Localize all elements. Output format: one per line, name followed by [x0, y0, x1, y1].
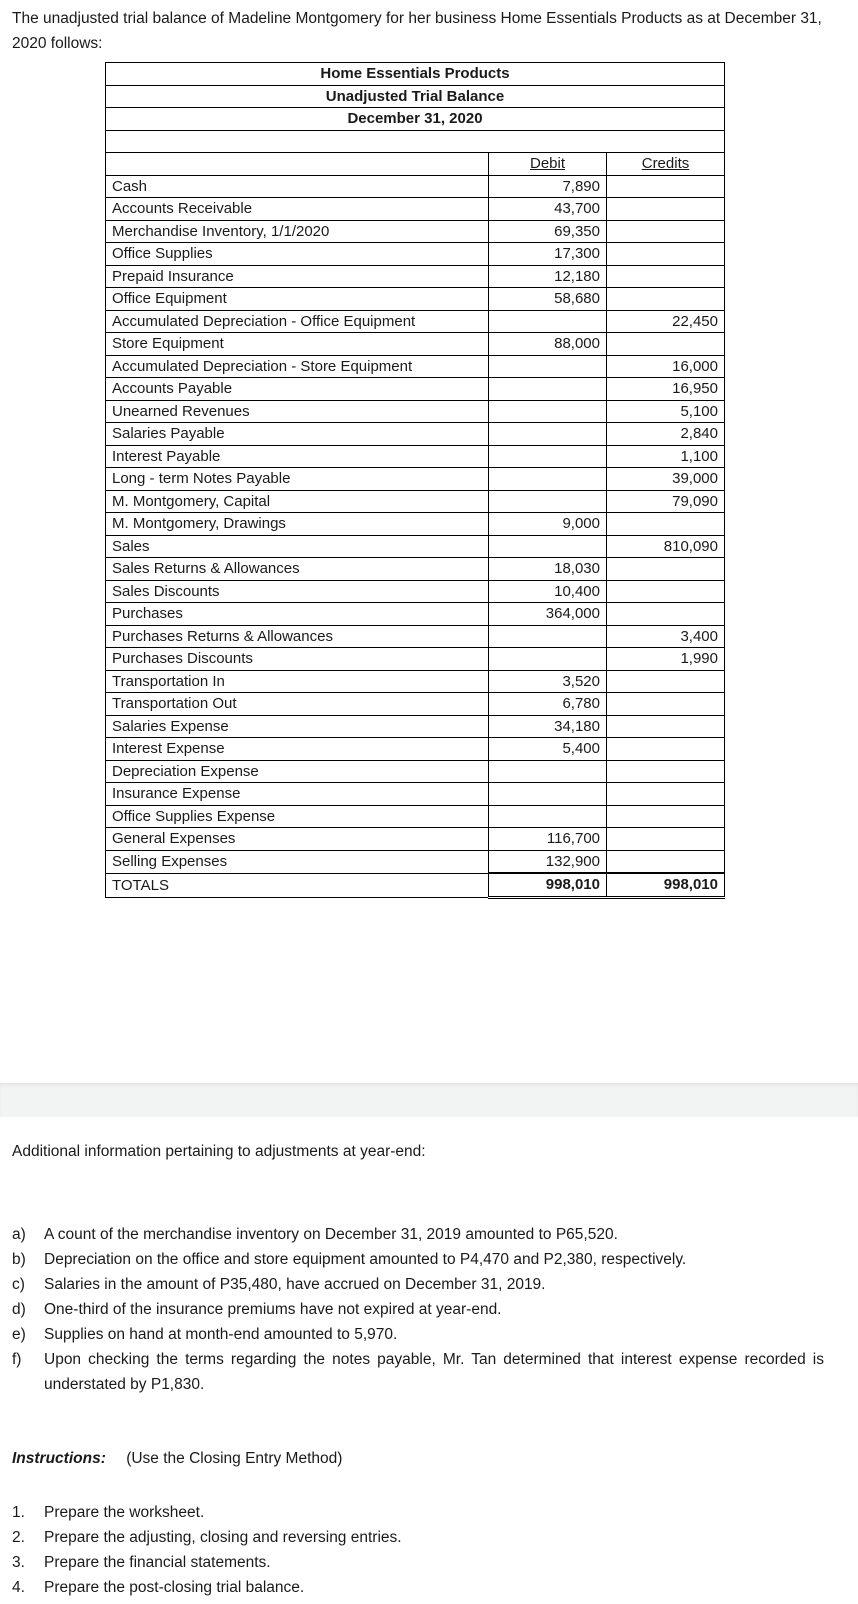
account-name: Store Equipment — [106, 333, 489, 356]
instruction-step — [12, 1575, 402, 1600]
debit-amount — [489, 310, 607, 333]
debit-amount: 5,400 — [489, 738, 607, 761]
list-text: One-third of the insurance premiums have not expired at year-end. — [44, 1301, 502, 1318]
debit-amount: 3,520 — [489, 670, 607, 693]
debit-amount: 34,180 — [489, 715, 607, 738]
account-name: Interest Expense — [106, 738, 489, 761]
adjustments-list — [12, 1222, 824, 1397]
credit-amount — [607, 738, 725, 761]
credit-total: 998,010 — [607, 873, 725, 897]
debit-header: Debit — [489, 153, 607, 176]
statement-date: December 31, 2020 — [106, 108, 725, 131]
table-row — [106, 625, 725, 648]
account-name: Insurance Expense — [106, 783, 489, 806]
account-name: Transportation In — [106, 670, 489, 693]
table-row — [106, 580, 725, 603]
account-name: Purchases Returns & Allowances — [106, 625, 489, 648]
adjustment-item — [12, 1347, 824, 1397]
table-row — [106, 333, 725, 356]
account-header — [106, 153, 489, 176]
credit-amount — [607, 603, 725, 626]
table-row — [106, 693, 725, 716]
credit-amount: 810,090 — [607, 535, 725, 558]
header-row — [106, 153, 725, 176]
instruction-step — [12, 1500, 402, 1525]
page-separator — [0, 1083, 858, 1117]
additional-info-heading: Additional information pertaining to adjustments at year-end: — [12, 1143, 426, 1160]
account-name: Interest Payable — [106, 445, 489, 468]
account-name: M. Montgomery, Capital — [106, 490, 489, 513]
table-row — [106, 490, 725, 513]
trial-balance-table — [105, 62, 725, 899]
list-marker: 1. — [12, 1504, 25, 1521]
debit-amount: 58,680 — [489, 288, 607, 311]
account-name: Office Supplies Expense — [106, 805, 489, 828]
credit-amount: 2,840 — [607, 423, 725, 446]
company-row — [106, 63, 725, 86]
list-marker: 3. — [12, 1554, 25, 1571]
debit-amount: 17,300 — [489, 243, 607, 266]
list-marker: 2. — [12, 1529, 25, 1546]
account-name: Sales — [106, 535, 489, 558]
table-row — [106, 175, 725, 198]
table-row — [106, 220, 725, 243]
debit-amount: 12,180 — [489, 265, 607, 288]
table-row — [106, 423, 725, 446]
table-row — [106, 828, 725, 851]
table-row — [106, 198, 725, 221]
debit-amount: 9,000 — [489, 513, 607, 536]
credit-amount: 3,400 — [607, 625, 725, 648]
credit-amount — [607, 760, 725, 783]
table-row — [106, 603, 725, 626]
list-text: Prepare the financial statements. — [44, 1554, 271, 1571]
instructions-line — [12, 1450, 342, 1468]
debit-amount: 116,700 — [489, 828, 607, 851]
credit-amount: 1,990 — [607, 648, 725, 671]
account-name: General Expenses — [106, 828, 489, 851]
account-name: Sales Returns & Allowances — [106, 558, 489, 581]
account-name: Accounts Payable — [106, 378, 489, 401]
company-name: Home Essentials Products — [106, 63, 725, 86]
account-name: Office Supplies — [106, 243, 489, 266]
credit-amount: 22,450 — [607, 310, 725, 333]
table-row — [106, 265, 725, 288]
debit-amount: 132,900 — [489, 850, 607, 873]
list-marker: e) — [12, 1326, 26, 1343]
credit-amount — [607, 670, 725, 693]
debit-amount: 88,000 — [489, 333, 607, 356]
list-marker: b) — [12, 1251, 26, 1268]
account-name: Office Equipment — [106, 288, 489, 311]
adjustment-item — [12, 1222, 824, 1247]
list-text: A count of the merchandise inventory on December 31, 2019 amounted to P65,520. — [44, 1226, 618, 1243]
intro-paragraph: The unadjusted trial balance of Madeline Montgomery for her business Home Essentials Products as at December 31, 2020 follows: — [12, 10, 822, 52]
credit-amount — [607, 558, 725, 581]
table-row — [106, 648, 725, 671]
debit-amount: 18,030 — [489, 558, 607, 581]
list-text: Salaries in the amount of P35,480, have accrued on December 31, 2019. — [44, 1276, 546, 1293]
debit-amount: 43,700 — [489, 198, 607, 221]
account-name: Transportation Out — [106, 693, 489, 716]
title-row — [106, 85, 725, 108]
table-row — [106, 243, 725, 266]
table-row — [106, 760, 725, 783]
date-row — [106, 108, 725, 131]
list-marker: 4. — [12, 1579, 25, 1596]
list-text: Prepare the post-closing trial balance. — [44, 1579, 305, 1596]
account-name: Sales Discounts — [106, 580, 489, 603]
credit-amount: 79,090 — [607, 490, 725, 513]
debit-amount — [489, 625, 607, 648]
instructions-method: (Use the Closing Entry Method) — [126, 1450, 343, 1467]
account-name: Selling Expenses — [106, 850, 489, 873]
account-name: Purchases — [106, 603, 489, 626]
account-name: Purchases Discounts — [106, 648, 489, 671]
instruction-step — [12, 1525, 402, 1550]
debit-amount — [489, 648, 607, 671]
table-row — [106, 288, 725, 311]
account-name: M. Montgomery, Drawings — [106, 513, 489, 536]
debit-amount — [489, 490, 607, 513]
credit-amount — [607, 783, 725, 806]
table-row — [106, 670, 725, 693]
account-name: Cash — [106, 175, 489, 198]
table-row — [106, 715, 725, 738]
credit-amount: 5,100 — [607, 400, 725, 423]
debit-amount: 7,890 — [489, 175, 607, 198]
debit-amount — [489, 445, 607, 468]
credit-amount — [607, 198, 725, 221]
table-row — [106, 738, 725, 761]
debit-amount — [489, 378, 607, 401]
account-name: Accumulated Depreciation - Store Equipment — [106, 355, 489, 378]
totals-label: TOTALS — [106, 873, 489, 897]
debit-amount — [489, 355, 607, 378]
credit-amount: 16,000 — [607, 355, 725, 378]
credit-amount — [607, 175, 725, 198]
debit-amount — [489, 423, 607, 446]
credit-header: Credits — [607, 153, 725, 176]
list-text: Depreciation on the office and store equipment amounted to P4,470 and P2,380, respectively. — [44, 1251, 687, 1268]
credit-amount — [607, 850, 725, 873]
table-row — [106, 805, 725, 828]
totals-row — [106, 873, 725, 897]
list-marker: c) — [12, 1276, 25, 1293]
statement-title: Unadjusted Trial Balance — [106, 85, 725, 108]
debit-amount — [489, 760, 607, 783]
table-row — [106, 378, 725, 401]
table-row — [106, 355, 725, 378]
table-row — [106, 850, 725, 873]
credit-amount — [607, 513, 725, 536]
table-row — [106, 310, 725, 333]
instructions-label: Instructions: — [12, 1450, 106, 1467]
credit-amount — [607, 828, 725, 851]
debit-amount: 69,350 — [489, 220, 607, 243]
list-text: Supplies on hand at month-end amounted to 5,970. — [44, 1326, 398, 1343]
table-row — [106, 535, 725, 558]
list-marker: a) — [12, 1226, 26, 1243]
credit-amount — [607, 715, 725, 738]
account-name: Unearned Revenues — [106, 400, 489, 423]
table-row — [106, 513, 725, 536]
credit-amount — [607, 580, 725, 603]
debit-total: 998,010 — [489, 873, 607, 897]
credit-amount: 16,950 — [607, 378, 725, 401]
credit-amount — [607, 693, 725, 716]
debit-amount — [489, 468, 607, 491]
debit-amount — [489, 535, 607, 558]
credit-amount — [607, 288, 725, 311]
credit-amount — [607, 220, 725, 243]
adjustment-item — [12, 1247, 824, 1272]
adjustment-item — [12, 1272, 824, 1297]
account-name: Long - term Notes Payable — [106, 468, 489, 491]
credit-amount — [607, 333, 725, 356]
account-name: Depreciation Expense — [106, 760, 489, 783]
blank-row — [106, 130, 725, 153]
account-name: Accumulated Depreciation - Office Equipment — [106, 310, 489, 333]
adjustment-item — [12, 1297, 824, 1322]
debit-amount — [489, 783, 607, 806]
instruction-steps — [12, 1500, 402, 1600]
credit-amount — [607, 805, 725, 828]
credit-amount — [607, 265, 725, 288]
adjustment-item — [12, 1322, 824, 1347]
list-text: Prepare the worksheet. — [44, 1504, 205, 1521]
account-name: Accounts Receivable — [106, 198, 489, 221]
credit-amount — [607, 243, 725, 266]
table-row — [106, 558, 725, 581]
list-text: Prepare the adjusting, closing and reversing entries. — [44, 1529, 402, 1546]
account-name: Salaries Payable — [106, 423, 489, 446]
debit-amount — [489, 400, 607, 423]
credit-amount: 39,000 — [607, 468, 725, 491]
list-text: Upon checking the terms regarding the notes payable, Mr. Tan determined that interest expense recorded is understated by P1,830. — [44, 1351, 824, 1393]
credit-amount: 1,100 — [607, 445, 725, 468]
debit-amount: 6,780 — [489, 693, 607, 716]
list-marker: d) — [12, 1301, 26, 1318]
instruction-step — [12, 1550, 402, 1575]
debit-amount: 10,400 — [489, 580, 607, 603]
account-name: Merchandise Inventory, 1/1/2020 — [106, 220, 489, 243]
table-row — [106, 468, 725, 491]
account-name: Prepaid Insurance — [106, 265, 489, 288]
debit-amount — [489, 805, 607, 828]
table-row — [106, 445, 725, 468]
table-row — [106, 400, 725, 423]
table-row — [106, 783, 725, 806]
account-name: Salaries Expense — [106, 715, 489, 738]
list-marker: f) — [12, 1351, 22, 1368]
debit-amount: 364,000 — [489, 603, 607, 626]
